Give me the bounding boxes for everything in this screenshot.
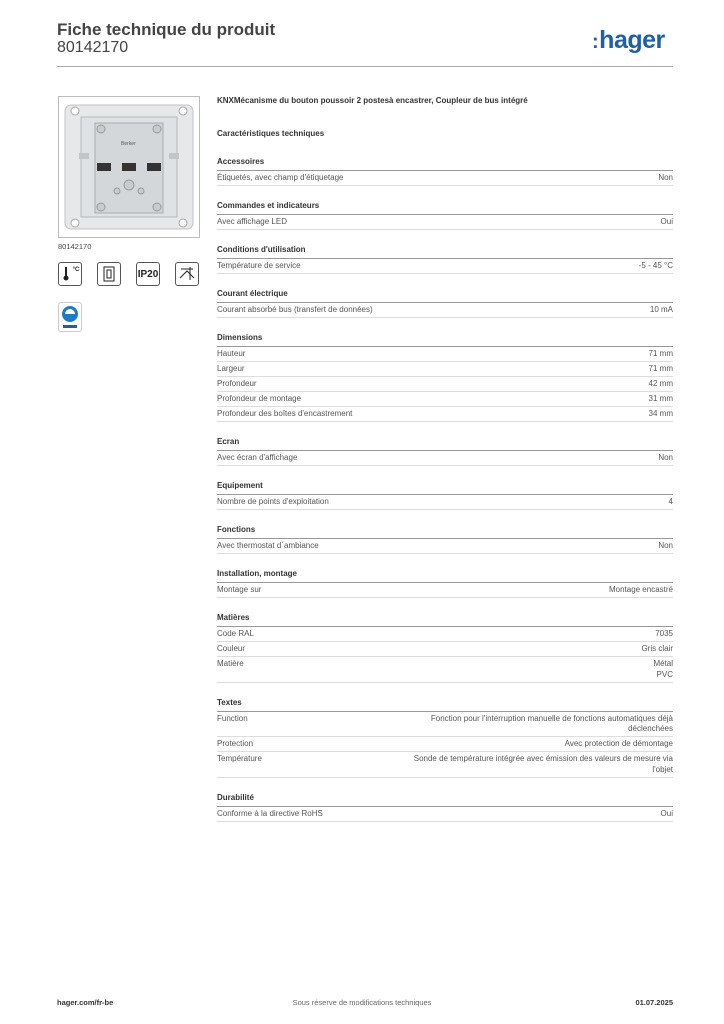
- spec-value: Gris clair: [641, 644, 673, 653]
- spec-group: [217, 333, 673, 422]
- spec-row: [217, 259, 673, 274]
- spec-label: Montage sur: [217, 585, 262, 594]
- spec-value: Oui: [660, 808, 673, 818]
- spec-value: Sonde de température intégrée avec émission des valeurs de mesure via l'objet: [413, 754, 673, 774]
- spec-value: Montage encastré: [608, 585, 673, 594]
- spec-value: Non: [658, 453, 673, 462]
- spec-group: [217, 613, 673, 683]
- spec-group-title: Courant électrique: [217, 289, 673, 303]
- page-title: Fiche technique du produit: [57, 20, 276, 39]
- spec-label: Protection: [217, 739, 254, 748]
- feature-icons: [58, 262, 199, 286]
- spec-group-title: Installation, montage: [217, 569, 673, 583]
- spec-row: [217, 362, 673, 377]
- spec-label: Function: [217, 713, 248, 723]
- product-image: [58, 96, 200, 238]
- spec-value: 71 mm: [648, 349, 673, 358]
- spec-row: [217, 303, 673, 318]
- spec-group-title: Textes: [217, 698, 673, 712]
- spec-label: Courant absorbé bus (transfert de données): [217, 305, 373, 314]
- footer-url: hager.com/fr-be: [57, 998, 114, 1007]
- spec-value: -5 - 45 °C: [638, 261, 673, 270]
- spec-row: [217, 752, 673, 778]
- spec-label: Profondeur des boîtes d'encastrement: [217, 409, 353, 418]
- led-display-icon: [175, 262, 199, 286]
- spec-label: Température de service: [217, 261, 301, 270]
- spec-row: [217, 451, 673, 466]
- spec-value: Non: [658, 541, 673, 550]
- product-image-caption: 80142170: [58, 242, 92, 251]
- spec-group: [217, 437, 673, 466]
- spec-value: 31 mm: [648, 394, 673, 403]
- spec-label: Étiquetés, avec champ d'étiquetage: [217, 173, 344, 182]
- spec-value: 42 mm: [648, 379, 673, 388]
- mounting-icon: [97, 262, 121, 286]
- spec-row: [217, 712, 673, 738]
- spec-group: [217, 525, 673, 554]
- spec-group: [217, 793, 673, 822]
- spec-label: Profondeur de montage: [217, 394, 302, 403]
- spec-value: Fonction pour l'interruption manuelle de fonctions automatiques déjà déclenchées: [430, 713, 673, 733]
- spec-label: Avec écran d'affichage: [217, 453, 298, 462]
- spec-label: Avec affichage LED: [217, 217, 287, 226]
- spec-label: Largeur: [217, 364, 245, 373]
- spec-group-title: Matières: [217, 613, 673, 627]
- spec-group: [217, 289, 673, 318]
- spec-sheet: [217, 96, 673, 822]
- spec-value: Métal PVC: [653, 659, 673, 679]
- spec-label: Hauteur: [217, 349, 246, 358]
- spec-label: Couleur: [217, 644, 246, 653]
- ip-rating-icon: IP20: [136, 262, 160, 286]
- spec-row: [217, 495, 673, 510]
- spec-value: 10 mA: [649, 305, 673, 314]
- spec-label: Profondeur: [217, 379, 257, 388]
- spec-label: Avec thermostat d´ambiance: [217, 541, 319, 550]
- spec-group-title: Conditions d'utilisation: [217, 245, 673, 259]
- spec-group: [217, 245, 673, 274]
- spec-group: [217, 201, 673, 230]
- spec-value: Avec protection de démontage: [564, 739, 673, 748]
- spec-row: [217, 215, 673, 230]
- spec-group: [217, 698, 673, 778]
- spec-value: 7035: [655, 629, 673, 638]
- spec-row: [217, 392, 673, 407]
- spec-group-title: Fonctions: [217, 525, 673, 539]
- spec-label: Code RAL: [217, 629, 254, 638]
- spec-group-title: Durabilité: [217, 793, 673, 807]
- spec-row: [217, 539, 673, 554]
- spec-group-title: Commandes et indicateurs: [217, 201, 673, 215]
- spec-group-title: Equipement: [217, 481, 673, 495]
- spec-group-title: Dimensions: [217, 333, 673, 347]
- spec-row: [217, 407, 673, 422]
- spec-value: 4: [668, 497, 673, 506]
- spec-label: Matière: [217, 659, 244, 668]
- spec-row: [217, 171, 673, 186]
- spec-value: Non: [658, 173, 673, 182]
- spec-label: Conforme à la directive RoHS: [217, 808, 323, 818]
- spec-group-title: Ecran: [217, 437, 673, 451]
- product-title: KNXMécanisme du bouton poussoir 2 postesà encastrer, Coupleur de bus intégré: [217, 96, 528, 105]
- spec-value: 71 mm: [648, 364, 673, 373]
- spec-label: Température: [217, 754, 262, 763]
- spec-row: [217, 642, 673, 657]
- spec-value: Oui: [660, 217, 673, 226]
- spec-row: [217, 627, 673, 642]
- header-divider: [57, 66, 673, 67]
- product-code: 80142170: [57, 39, 129, 56]
- spec-row: [217, 377, 673, 392]
- spec-row: [217, 583, 673, 598]
- footer-date: 01.07.2025: [635, 998, 673, 1007]
- hager-logo: :hager: [592, 26, 665, 54]
- temperature-icon: °C: [58, 262, 82, 286]
- spec-label: Nombre de points d'exploitation: [217, 497, 329, 506]
- tech-heading: Caractéristiques techniques: [217, 129, 325, 138]
- svg-text:Berker: Berker: [121, 141, 136, 147]
- spec-value: 34 mm: [648, 409, 673, 418]
- spec-row: [217, 347, 673, 362]
- spec-group: [217, 157, 673, 186]
- spec-row: [217, 807, 673, 822]
- spec-group: [217, 569, 673, 598]
- spec-group: [217, 481, 673, 510]
- spec-row: [217, 657, 673, 683]
- spec-row: [217, 737, 673, 752]
- eco-label-icon: [58, 302, 82, 332]
- footer-note: Sous réserve de modifications techniques: [292, 998, 432, 1007]
- spec-group-title: Accessoires: [217, 157, 673, 171]
